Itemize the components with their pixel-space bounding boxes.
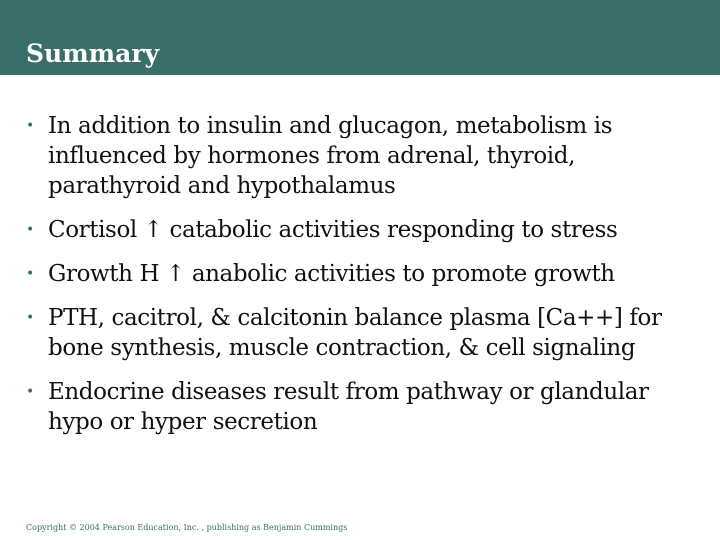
bullet-text: PTH, cacitrol, & calcitonin balance plasma [Ca++] for bone synthesis, muscle contraction, & cell signaling	[48, 305, 662, 361]
bullet-item-metabolism-hormones	[26, 111, 698, 201]
bullet-dot: •	[26, 118, 34, 134]
bullet-item-cortisol	[26, 215, 698, 245]
slide-title: Summary	[26, 39, 160, 68]
bullet-dot: •	[26, 222, 34, 238]
bullet-dot: •	[26, 310, 34, 326]
copyright-footer: Copyright © 2004 Pearson Education, Inc. , publishing as Benjamin Cummings	[26, 523, 348, 532]
bullet-item-growth-hormone	[26, 259, 698, 289]
bullet-text: Growth H ↑ anabolic activities to promote growth	[48, 261, 615, 287]
bullet-dot: •	[26, 384, 34, 400]
bullet-list	[26, 111, 698, 451]
bullet-text: Cortisol ↑ catabolic activities responding to stress	[48, 217, 618, 243]
bullet-text: In addition to insulin and glucagon, metabolism is influenced by hormones from adrenal, thyroid, parathyroid and hypothalamus	[48, 113, 613, 199]
bullet-text: Endocrine diseases result from pathway or glandular hypo or hyper secretion	[48, 379, 649, 435]
bullet-dot: •	[26, 266, 34, 282]
title-bar	[0, 0, 720, 75]
bullet-item-endocrine-diseases	[26, 377, 698, 437]
bullet-item-calcium-balance	[26, 303, 698, 363]
